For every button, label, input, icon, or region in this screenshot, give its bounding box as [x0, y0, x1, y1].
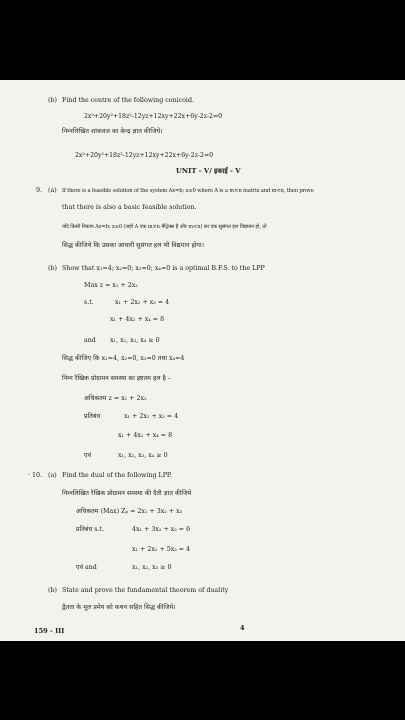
q9a-text-hi-2: सिद्ध कीजिये कि उसका आधारी सुसंगत हल भी विद्यमान होगा। [62, 242, 204, 249]
q8b-label: (b) [48, 97, 57, 104]
q8b-title-en: Find the centre of the following conicoid. [62, 97, 194, 104]
q10a-constraint-1: 4x₁ + 3x₂ + x₃ = 6 [132, 526, 191, 533]
q9a-text-en-1: If there is a feasible solution of the system Ax=b; x≥0 where A is a m×n matrix and m<n, then prove [62, 188, 314, 194]
q10a-label: (a) [48, 472, 57, 479]
q9b-objective-hi: अधिकतम z = x₁ + 2x₂ [84, 395, 147, 402]
q9b-text-en: Show that x₁=4; x₂=0; x₃=0; x₄=0 is a optimal B.F.S. to the LPP [62, 265, 265, 272]
q9b-and-label-hi: एवं [84, 452, 91, 459]
q10-number: · 10. [28, 472, 43, 479]
unit-heading: UNIT - V/ इकाई - V [176, 167, 241, 175]
q9b-constraint-2-hi: x₁ + 4x₂ + x₄ = 8 [118, 432, 173, 439]
q9-number: 9. [36, 187, 43, 194]
q9b-nonneg: x₁, x₂, x₃, x₄ ≥ 0 [110, 337, 160, 344]
q9b-nonneg-hi: x₁, x₂, x₃, x₄ ≥ 0 [118, 452, 168, 459]
q9b-text-hi-1: सिद्ध कीजिए कि x₁=4, x₂=0, x₃=0 तथा x₄=4 [62, 355, 185, 362]
paper-code: 159 - III [34, 627, 65, 635]
q10b-label: (b) [48, 587, 57, 594]
q8b-equation-en: 2x²+20y²+18z²-12yz+12xy+22x+6y-2z-2=0 [84, 113, 223, 120]
q9a-text-en-2: that there is also a basic feasible solution. [62, 204, 197, 211]
q10b-text-hi: द्वैतता के मूल प्रमेय को कथन सहित सिद्ध कीजिये। [62, 604, 176, 611]
q9b-label: (b) [48, 265, 57, 272]
q9b-constraint-1: x₁ + 2x₂ + x₃ = 4 [115, 299, 170, 306]
q8b-equation-hi: 2x²+20y²+18z²-12yz+12xy+22x+6y-2z-2=0 [75, 152, 214, 159]
q9b-st-label: s.t. [84, 299, 94, 306]
q9b-st-label-hi: प्रतिबंध [84, 413, 101, 420]
q9b-text-hi-2: निम्न रैखिक प्रोग्रामन समस्या का इष्टतम हल है – [62, 375, 172, 382]
q10b-text-en: State and prove the fundamental theorem of duality [62, 587, 229, 594]
q9a-label: (a) [48, 187, 57, 194]
q9b-constraint-2: x₁ + 4x₂ + x₄ = 8 [110, 316, 165, 323]
q10a-objective: अधिकतम (Max) Zₚ = 2x₁ + 3x₂ + x₃ [76, 508, 183, 515]
q10a-text-hi: निम्नलिखित रैखिक प्रोग्रामन समस्या की दैती ज्ञात कीजिये [62, 490, 192, 497]
q10a-text-en: Find the dual of the following LPP. [62, 472, 172, 479]
q10a-st-label: प्रतिबंध s.t. [76, 526, 105, 533]
exam-page [0, 80, 405, 641]
q9a-text-hi-1: यदि किसी निकाय Ax=b; x≥0 (जहाँ A एक m×n मैट्रिक्स है और m<n) का एक सुसंगत हल विद्यमान हो, तो [62, 224, 267, 230]
q9b-and-label: and [84, 337, 96, 344]
q10a-and-label: एवं and [76, 564, 97, 571]
q10a-nonneg: x₁, x₂, x₃ ≥ 0 [132, 564, 172, 571]
q8b-title-hi: निम्नलिखित शांकवज का केन्द्र ज्ञात कीजिये। [62, 128, 163, 135]
q9b-constraint-1-hi: x₁ + 2x₂ + x₃ = 4 [124, 413, 179, 420]
q10a-constraint-2: x₁ + 2x₂ + 5x₃ = 4 [132, 546, 191, 553]
q9b-objective: Max z = x₁ + 2x₂ [84, 282, 138, 289]
page-number: 4 [240, 624, 245, 632]
